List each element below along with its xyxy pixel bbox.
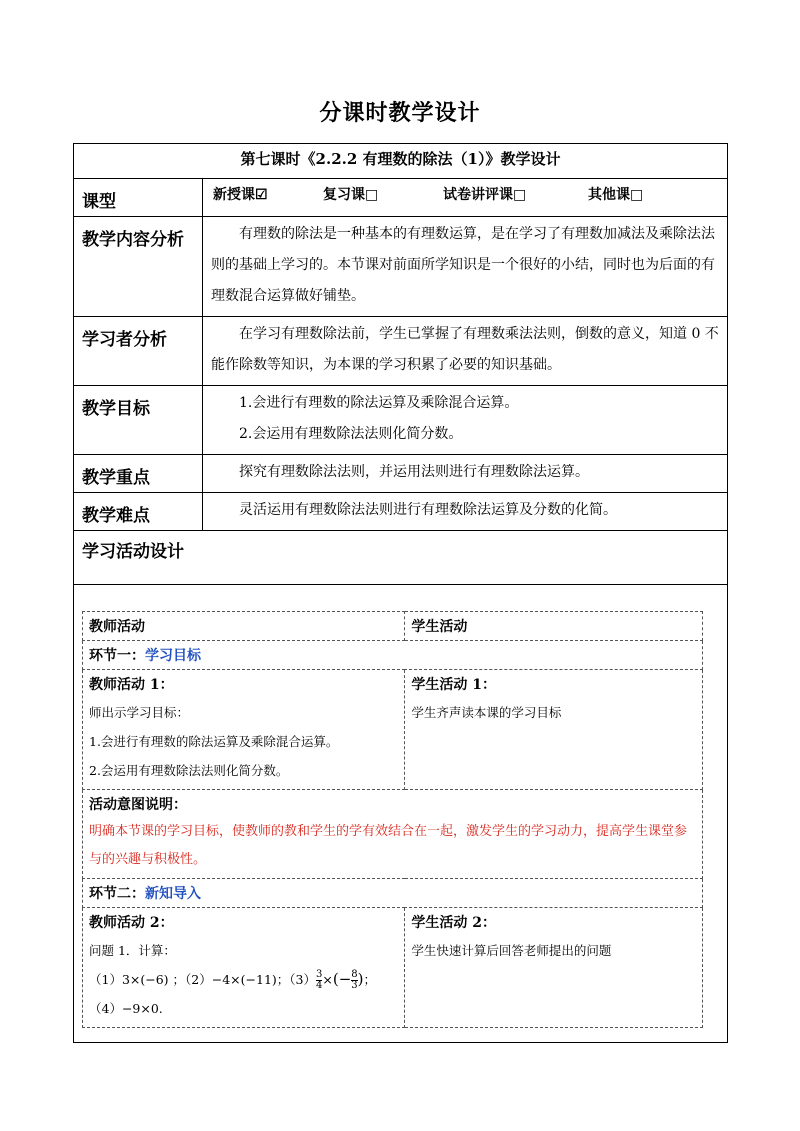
objectives-list (203, 386, 728, 455)
activity-table (82, 611, 703, 1028)
section2-heading (83, 879, 703, 908)
intent-text: 明确本节课的学习目标，使教师的教和学生的学有效结合在一起，激发学生的学习动力，提高学生课堂参与的兴趣与积极性。 (89, 824, 688, 867)
times-sign: × (322, 972, 333, 987)
student-activity-1-text: 学生齐声读本课的学习目标 (411, 705, 562, 720)
student-activity-2-text: 学生快速计算后回答老师提出的问题 (411, 943, 612, 958)
teacher-activity-2-title: 教师活动 2： (89, 915, 174, 931)
page-title: 分课时教学设计 (319, 100, 481, 126)
option-review: 复习课□ (323, 187, 379, 203)
section1-student-cell (405, 670, 703, 790)
section2-name: 新知导入 (145, 886, 201, 902)
option-new: 新授课☑ (213, 187, 268, 203)
frac-denominator: 4 (315, 980, 323, 991)
section2-teacher-cell (83, 908, 405, 1028)
key-points-text: 探究有理数除法法则，并运用法则进行有理数除法运算。 (203, 455, 728, 493)
question-1: 问题 1．计算： (89, 943, 176, 958)
teacher-activity-1-title: 教师活动 1： (89, 677, 174, 693)
open-paren: (− (332, 970, 352, 988)
student-activity-1-title: 学生活动 1： (411, 677, 497, 693)
section2-student-cell (405, 908, 703, 1028)
difficulties-text: 灵活运用有理数除法法则进行有理数除法运算及分数的化简。 (203, 493, 728, 531)
key-points-label: 教学重点 (74, 455, 203, 493)
section1-teacher-cell (83, 670, 405, 790)
section1-heading (83, 641, 703, 670)
lesson-plan-table (73, 143, 728, 1043)
teacher-line: 师出示学习目标： (89, 705, 190, 720)
activity-design-area (74, 585, 728, 1043)
teacher-activity-header: 教师活动 (83, 612, 405, 641)
option-exam-review: 试卷讲评课□ (443, 187, 527, 203)
difficulties-label: 教学难点 (74, 493, 203, 531)
teacher-line: 2.会运用有理数除法法则化简分数。 (89, 763, 289, 778)
section1-prefix: 环节一： (89, 648, 145, 664)
teacher-line: 1.会进行有理数的除法运算及乘除混合运算。 (89, 734, 339, 749)
close-paren: ) (357, 970, 364, 988)
intent-title: 活动意图说明： (89, 797, 187, 813)
frac-numerator: 8 (351, 969, 358, 980)
objectives-label: 教学目标 (74, 386, 203, 455)
learner-analysis-text: 在学习有理数除法前，学生已掌握了有理数乘法法则，倒数的意义，知道 0 不能作除数等知识，为本课的学习积累了必要的知识基础。 (203, 317, 728, 386)
activity-design-label: 学习活动设计 (74, 531, 728, 585)
content-analysis-label: 教学内容分析 (74, 217, 203, 317)
expr-part-a: （1）3×(−6) ；（2）−4×(−11)；（3） (89, 972, 316, 987)
frac-numerator: 3 (315, 969, 323, 980)
section2-prefix: 环节二： (89, 886, 145, 902)
expr-end: ； (363, 972, 377, 987)
section1-intent-cell (83, 790, 703, 879)
learner-analysis-label: 学习者分析 (74, 317, 203, 386)
math-expression (89, 965, 398, 994)
expr-part-b: （4）−9×0. (89, 1001, 163, 1016)
section1-name: 学习目标 (145, 648, 201, 664)
objective-item: 1.会进行有理数的除法运算及乘除混合运算。 (239, 395, 519, 411)
student-activity-2-title: 学生活动 2： (411, 915, 497, 931)
course-type-label: 课型 (74, 179, 203, 217)
student-activity-header: 学生活动 (405, 612, 703, 641)
option-other: 其他课□ (588, 187, 644, 203)
frac-denominator: 3 (351, 980, 358, 991)
objective-item: 2.会运用有理数除法法则化简分数。 (239, 426, 463, 442)
course-type-options (203, 179, 728, 217)
content-analysis-text: 有理数的除法是一种基本的有理数运算，是在学习了有理数加减法及乘除法法则的基础上学习的。本节课对前面所学知识是一个很好的小结，同时也为后面的有理数混合运算做好铺垫。 (203, 217, 728, 317)
lesson-title: 第七课时《2.2.2 有理数的除法（1）》教学设计 (74, 144, 728, 179)
